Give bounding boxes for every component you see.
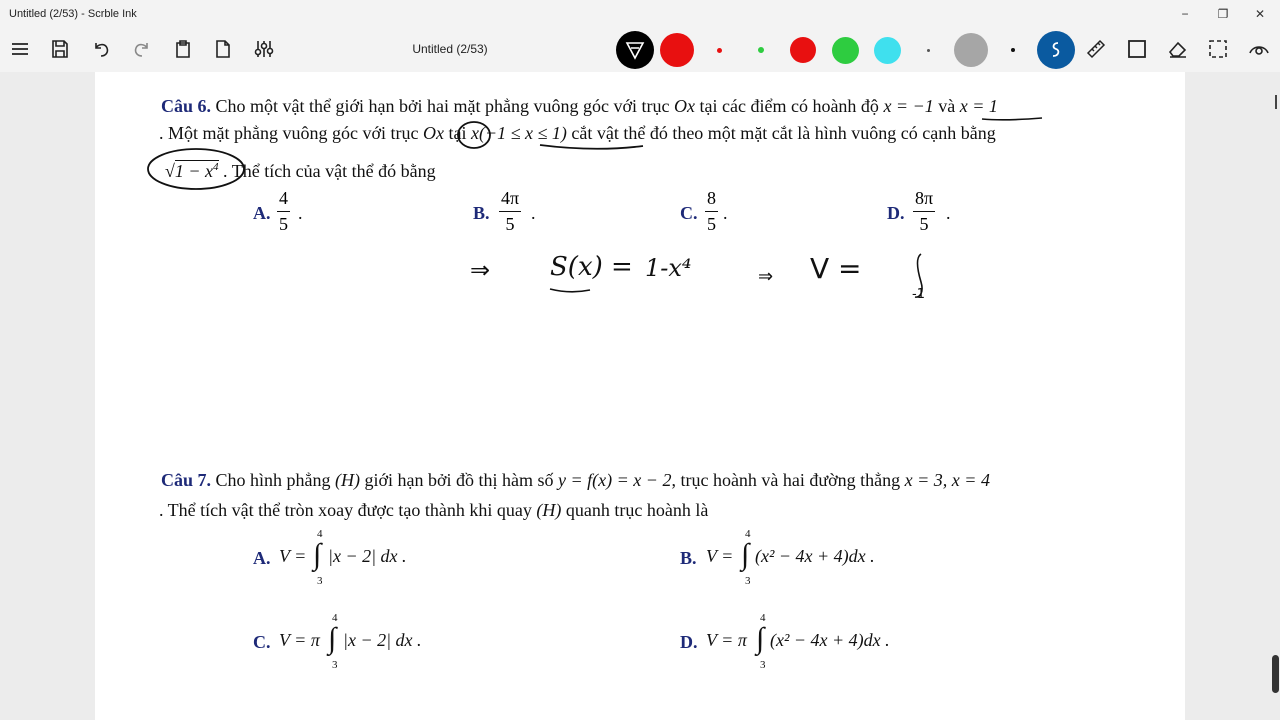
q7-text1c: , trục hoành và hai đường thẳng bbox=[671, 470, 901, 490]
q6-c-den: 5 bbox=[707, 214, 716, 234]
q7-h2: (H) bbox=[536, 500, 562, 520]
pen-size-red-small[interactable] bbox=[717, 48, 722, 53]
view-icon[interactable] bbox=[1245, 35, 1273, 63]
minimize-button[interactable]: − bbox=[1181, 6, 1189, 21]
q6-ox2: Ox bbox=[422, 123, 444, 143]
q7-text1a: Cho hình phẳng bbox=[215, 470, 331, 490]
vertical-scrollbar-thumb[interactable] bbox=[1272, 655, 1279, 693]
pen-size-green-small[interactable] bbox=[758, 47, 764, 53]
pen-size-black-dot[interactable] bbox=[1011, 48, 1015, 52]
q6-xrange: x(−1 ≤ x ≤ 1) bbox=[470, 123, 567, 143]
q7-label: Câu 7. bbox=[161, 470, 212, 490]
q7-line2 bbox=[159, 500, 708, 521]
q6-b-den: 5 bbox=[505, 214, 515, 234]
menu-icon[interactable] bbox=[6, 35, 34, 63]
q6-option-b-label: B. bbox=[473, 203, 490, 223]
q6-c-num: 8 bbox=[707, 188, 716, 208]
new-page-icon[interactable] bbox=[209, 35, 237, 63]
q6-sqrt-body-text: 1 − x bbox=[174, 161, 214, 181]
pen-color-black-selected[interactable] bbox=[616, 31, 654, 69]
ruler-icon[interactable] bbox=[1082, 35, 1110, 63]
q7-a-upper: 4 bbox=[317, 528, 323, 540]
ink-layer bbox=[95, 72, 1185, 720]
q7-d-pre: V = π bbox=[706, 630, 747, 650]
q7-text2a: . Thể tích vật thể tròn xoay được tạo thành khi quay bbox=[159, 500, 532, 520]
q6-xm1: x = −1 bbox=[883, 96, 934, 116]
q7-c-body: |x − 2| dx . bbox=[343, 630, 422, 650]
q7-text1b: giới hạn bởi đồ thị hàm số bbox=[364, 470, 554, 490]
q7-c-label: C. bbox=[253, 632, 271, 652]
q7-c-upper: 4 bbox=[332, 612, 338, 624]
document-name: Untitled (2/53) bbox=[412, 42, 488, 56]
settings-sliders-icon[interactable] bbox=[250, 35, 278, 63]
q6-d-num: 8π bbox=[915, 188, 934, 208]
q7-d-upper: 4 bbox=[760, 612, 766, 624]
q6-a-num: 4 bbox=[279, 188, 288, 208]
integral-sign: ∫ bbox=[756, 622, 765, 655]
q7-d-lower: 3 bbox=[760, 659, 766, 671]
q7-c-lower: 3 bbox=[332, 659, 338, 671]
q6-ox: Ox bbox=[674, 96, 695, 116]
q7-d-body: (x² − 4x + 4)dx . bbox=[770, 630, 890, 650]
handwriting-v: V = bbox=[810, 252, 862, 285]
q6-x1: x = 1 bbox=[959, 96, 998, 116]
lasso-select-icon[interactable] bbox=[1204, 35, 1232, 63]
q7-b-pre: V = bbox=[706, 546, 734, 566]
q7-b-upper: 4 bbox=[745, 528, 751, 540]
q7-a-label: A. bbox=[253, 548, 271, 568]
q6-option-d-label: D. bbox=[887, 203, 905, 223]
pen-size-tiny[interactable] bbox=[927, 49, 930, 52]
q7-a-pre: V = bbox=[279, 546, 307, 566]
q7-b-label: B. bbox=[680, 548, 697, 568]
q6-label: Câu 6. bbox=[161, 96, 212, 116]
q7-d-label: D. bbox=[680, 632, 698, 652]
pen-color-gray[interactable] bbox=[954, 33, 988, 67]
q6-text2a: . Một mặt phẳng vuông góc với trục bbox=[159, 123, 419, 143]
q7-h: (H) bbox=[335, 470, 361, 490]
implies-arrow-1: ⇒ bbox=[470, 256, 491, 284]
q7-text2b: quanh trục hoành là bbox=[565, 500, 709, 520]
pen-color-red-large[interactable] bbox=[660, 33, 694, 67]
q7-line1 bbox=[161, 470, 990, 491]
pen-tool-icon[interactable] bbox=[1037, 31, 1075, 69]
window-title: Untitled (2/53) - Scrble Ink bbox=[9, 7, 137, 20]
q6-option-a-label: A. bbox=[253, 203, 271, 223]
close-button[interactable]: ✕ bbox=[1254, 6, 1266, 21]
redo-icon[interactable] bbox=[128, 35, 156, 63]
q7-c-pre: V = π bbox=[279, 630, 320, 650]
q6-text2b: cắt vật thể đó theo một mặt cắt là hình vuông có cạnh bằng bbox=[571, 123, 996, 143]
integral-sign: ∫ bbox=[313, 538, 322, 571]
q6-tai: tại bbox=[448, 123, 467, 143]
sqrt-sign: √ bbox=[165, 161, 175, 181]
save-icon[interactable] bbox=[46, 35, 74, 63]
q6-d-den: 5 bbox=[919, 214, 929, 234]
canvas-page[interactable]: Câu 6. Cho một vật thể giới hạn bởi hai mặt phẳng vuông góc với trục Ox tại các điểm có hoành độ x = −1 và x = 1 . Một mặt phẳng vuông góc với trục Ox tại x(−1 ≤ x ≤ 1) cắt vật thể đó theo một mặt cắt là hình vuông có cạnh bằng $√1 - x^4$ . Thể tích của vật thể đó bằng A. 4 5 . B. 4π 5 . C. 8 5 . D. 8π 5 . ⇒ S(x) = 1-x⁴ ⇒ V = -1 Câu 7. Cho hình phẳng (H) giới hạn bởi đồ thị hàm số y = f(x) = x − 2, trục hoành và hai đường thẳng x = 3, x = 4 . Thể tích vật thể tròn xoay được tạo thành khi quay (H) quanh trục hoành là A. V = 4 ∫ 3 |x − 2| dx . B. V = 4 ∫ 3 (x² − 4x + 4)dx . C. V = π 4 ∫ 3 |x − 2| dx . D. V = π 4 ∫ 3 (x² − 4x + 4)dx . bbox=[95, 72, 1185, 720]
handwriting-lower-bound: -1 bbox=[912, 287, 925, 302]
q6-va: và bbox=[938, 96, 956, 116]
eraser-icon[interactable] bbox=[1164, 35, 1192, 63]
pen-color-cyan[interactable] bbox=[874, 37, 901, 64]
toolbar bbox=[0, 27, 1280, 72]
q6-text1b: tại các điểm có hoành độ bbox=[699, 96, 879, 116]
q7-b-lower: 3 bbox=[745, 575, 751, 587]
q6-b-num: 4π bbox=[501, 188, 520, 208]
rectangle-icon[interactable] bbox=[1123, 35, 1151, 63]
restore-button[interactable]: ❐ bbox=[1217, 6, 1229, 21]
integral-sign: ∫ bbox=[328, 622, 337, 655]
q6-text1: Cho một vật thể giới hạn bởi hai mặt phẳng vuông góc với trục bbox=[215, 96, 670, 116]
integral-sign: ∫ bbox=[741, 538, 750, 571]
q6-a-den: 5 bbox=[279, 214, 288, 234]
q7-func: y = f(x) = x − 2 bbox=[558, 470, 672, 490]
title-bar bbox=[0, 0, 1280, 27]
clipboard-icon[interactable] bbox=[169, 35, 197, 63]
handwriting-s-of-x: S(x) = bbox=[550, 252, 633, 282]
q7-lines: x = 3, x = 4 bbox=[904, 470, 990, 490]
handwriting-expr: 1-x⁴ bbox=[645, 254, 692, 282]
implies-arrow-2: ⇒ bbox=[758, 266, 774, 287]
q6-sqrt-exp: 4 bbox=[213, 161, 219, 173]
q7-a-lower: 3 bbox=[317, 575, 323, 587]
scroll-indicator-top bbox=[1275, 95, 1277, 109]
undo-icon[interactable] bbox=[87, 35, 115, 63]
q6-option-c-label: C. bbox=[680, 203, 698, 223]
q6-text3: . Thể tích của vật thể đó bằng bbox=[223, 161, 436, 181]
q7-a-body: |x − 2| dx . bbox=[328, 546, 407, 566]
pen-color-green[interactable] bbox=[832, 37, 859, 64]
q7-b-body: (x² − 4x + 4)dx . bbox=[755, 546, 875, 566]
pen-color-red[interactable] bbox=[790, 37, 816, 63]
